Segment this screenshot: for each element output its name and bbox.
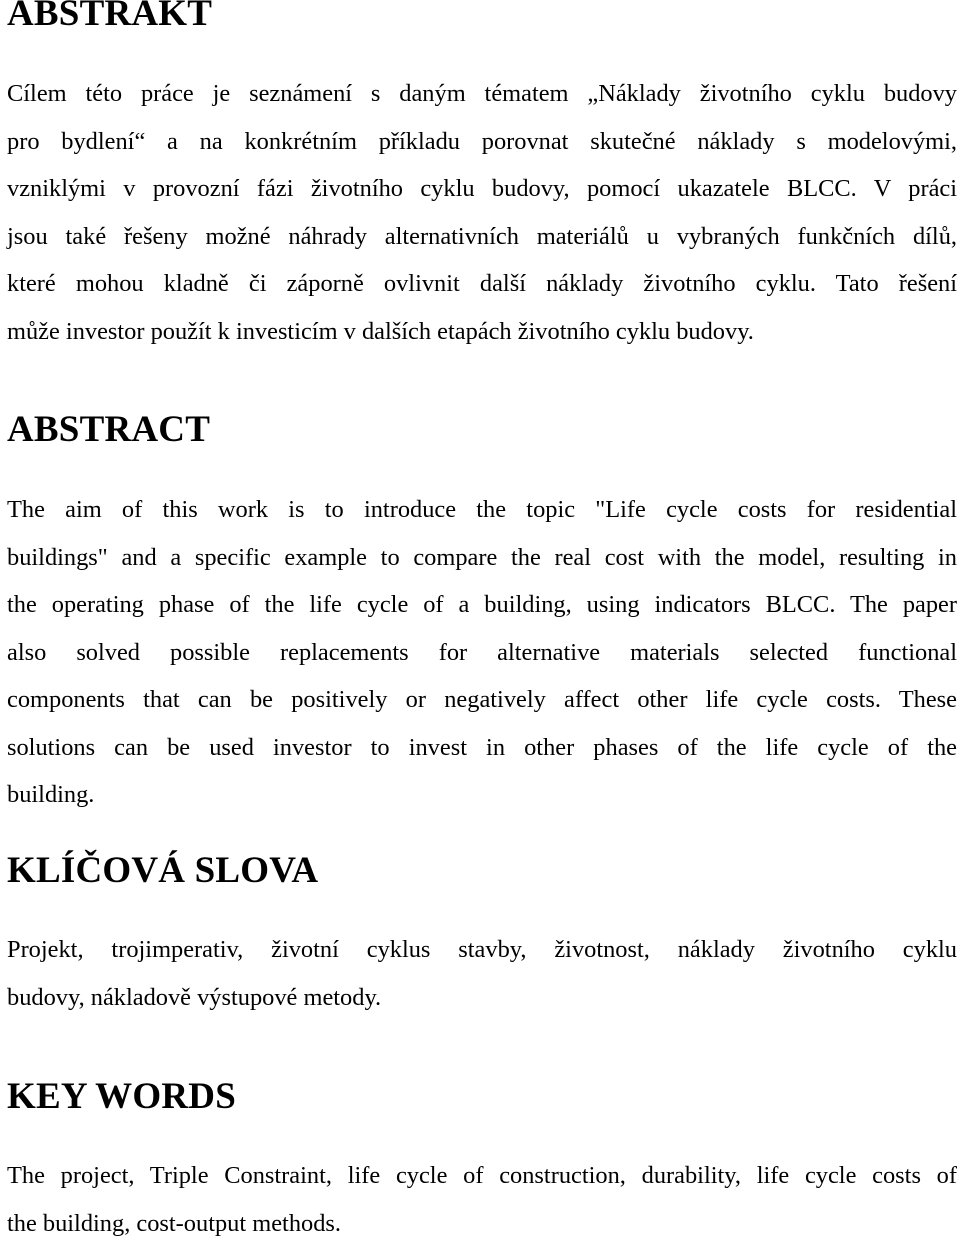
paragraph-line: components that can be positively or negatively affect other life cycle costs. These <box>7 676 957 724</box>
paragraph-line: buildings" and a specific example to compare the real cost with the model, resulting in <box>7 534 957 582</box>
paragraph-line: Cílem této práce je seznámení s daným tématem „Náklady životního cyklu budovy <box>7 70 957 118</box>
paragraph-line: jsou také řešeny možné náhrady alternativních materiálů u vybraných funkčních dílů, <box>7 213 957 261</box>
paragraph-line: které mohou kladně či záporně ovlivnit další náklady životního cyklu. Tato řešení <box>7 260 957 308</box>
paragraph-line: může investor použít k investicím v dalších etapách životního cyklu budovy. <box>7 308 957 356</box>
paragraph-line: Projekt, trojimperativ, životní cyklus stavby, životnost, náklady životního cyklu <box>7 926 957 974</box>
abstract-paragraph <box>7 486 957 819</box>
section-heading-abstrakt: ABSTRAKT <box>7 0 212 34</box>
section-heading-key-words: KEY WORDS <box>7 1077 236 1117</box>
paragraph-line: building. <box>7 771 957 819</box>
section-heading-klicova-slova: KLÍČOVÁ SLOVA <box>7 851 318 891</box>
key-words-paragraph <box>7 1152 957 1247</box>
paragraph-line: vzniklými v provozní fázi životního cyklu budovy, pomocí ukazatele BLCC. V práci <box>7 165 957 213</box>
paragraph-line: the building, cost-output methods. <box>7 1200 957 1247</box>
paragraph-line: the operating phase of the life cycle of a building, using indicators BLCC. The paper <box>7 581 957 629</box>
paragraph-line: solutions can be used investor to invest in other phases of the life cycle of the <box>7 724 957 772</box>
abstrakt-paragraph <box>7 70 957 355</box>
paragraph-line: also solved possible replacements for alternative materials selected functional <box>7 629 957 677</box>
paragraph-line: budovy, nákladově výstupové metody. <box>7 974 957 1022</box>
paragraph-line: pro bydlení“ a na konkrétním příkladu porovnat skutečné náklady s modelovými, <box>7 118 957 166</box>
paragraph-line: The project, Triple Constraint, life cycle of construction, durability, life cycle costs of <box>7 1152 957 1200</box>
klicova-slova-paragraph <box>7 926 957 1021</box>
section-heading-abstract: ABSTRACT <box>7 410 210 450</box>
paragraph-line: The aim of this work is to introduce the topic "Life cycle costs for residential <box>7 486 957 534</box>
